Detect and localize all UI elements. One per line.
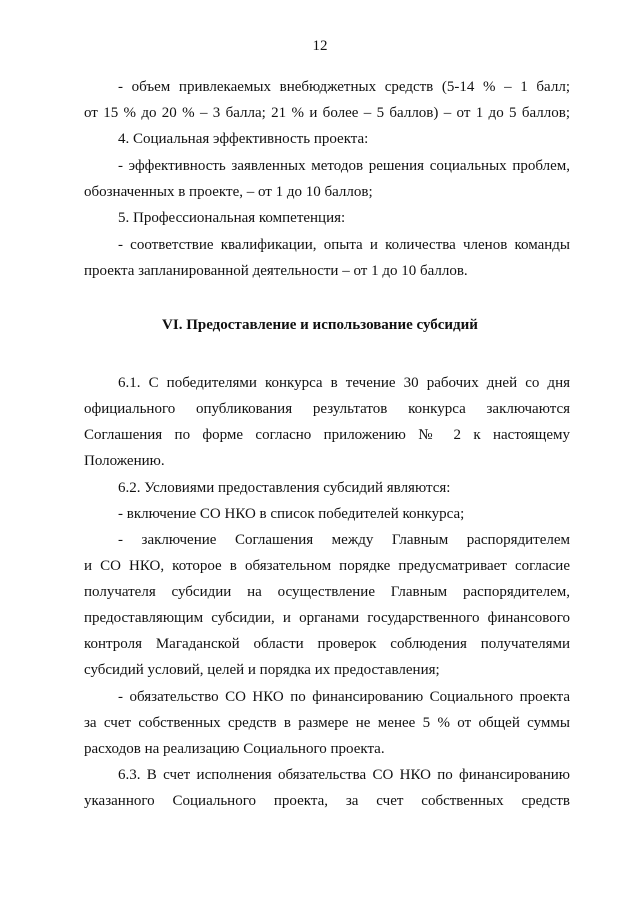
paragraph-6-1-line-3: Соглашения по форме согласно приложению № 2 к настоящему [84,427,570,443]
criteria-line-5: обозначенных в проекте, – от 1 до 10 баллов; [84,184,373,200]
paragraph-6-1-line-1: 6.1. С победителями конкурса в течение 30 рабочих дней со дня [118,375,570,391]
paragraph-6-1-line-2: официального опубликования результатов конкурса заключаются [84,401,570,417]
paragraph-6-2-line-3: - заключение Соглашения между Главным распорядителем [118,532,570,548]
paragraph-6-2-line-5: получателя субсидии на осуществление Главным распорядителем, [84,584,570,600]
criteria-line-2: от 15 % до 20 % – 3 балла; 21 % и более – 5 баллов) – от 1 до 5 баллов; [84,105,570,121]
paragraph-6-1-line-4: Положению. [84,453,165,469]
criteria-heading-5: 5. Профессиональная компетенция: [118,210,346,226]
paragraph-6-2-line-2: - включение СО НКО в список победителей конкурса; [118,506,465,522]
paragraph-6-2-line-8: субсидий условий, целей и порядка их предоставления; [84,662,440,678]
criteria-line-8: проекта запланированной деятельности – от 1 до 10 баллов. [84,263,468,279]
paragraph-6-3-line-2: указанного Социального проекта, за счет собственных средств [84,793,570,809]
paragraph-6-2-line-1: 6.2. Условиями предоставления субсидий являются: [118,480,451,496]
paragraph-6-2-line-9: - обязательство СО НКО по финансированию Социального проекта [118,689,570,705]
paragraph-6-2-line-7: контроля Магаданской области проверок соблюдения получателями [84,636,570,652]
paragraph-6-2-line-4: и СО НКО, которое в обязательном порядке предусматривает согласие [84,558,570,574]
criteria-line-7: - соответствие квалификации, опыта и количества членов команды [118,237,570,253]
paragraph-6-3-line-1: 6.3. В счет исполнения обязательства СО НКО по финансированию [118,767,570,783]
criteria-line-4: - эффективность заявленных методов решения социальных проблем, [118,158,570,174]
page-number: 12 [312,38,328,54]
section-heading: VI. Предоставление и использование субсидий [162,317,478,333]
paragraph-6-2-line-10: за счет собственных средств в размере не менее 5 % от общей суммы [84,715,570,731]
criteria-heading-4: 4. Социальная эффективность проекта: [118,131,369,147]
paragraph-6-2-line-11: расходов на реализацию Социального проекта. [84,741,385,757]
criteria-line-1: - объем привлекаемых внебюджетных средств (5-14 % – 1 балл; [118,79,570,95]
paragraph-6-2-line-6: предоставляющим субсидии, и органами государственного финансового [84,610,570,626]
